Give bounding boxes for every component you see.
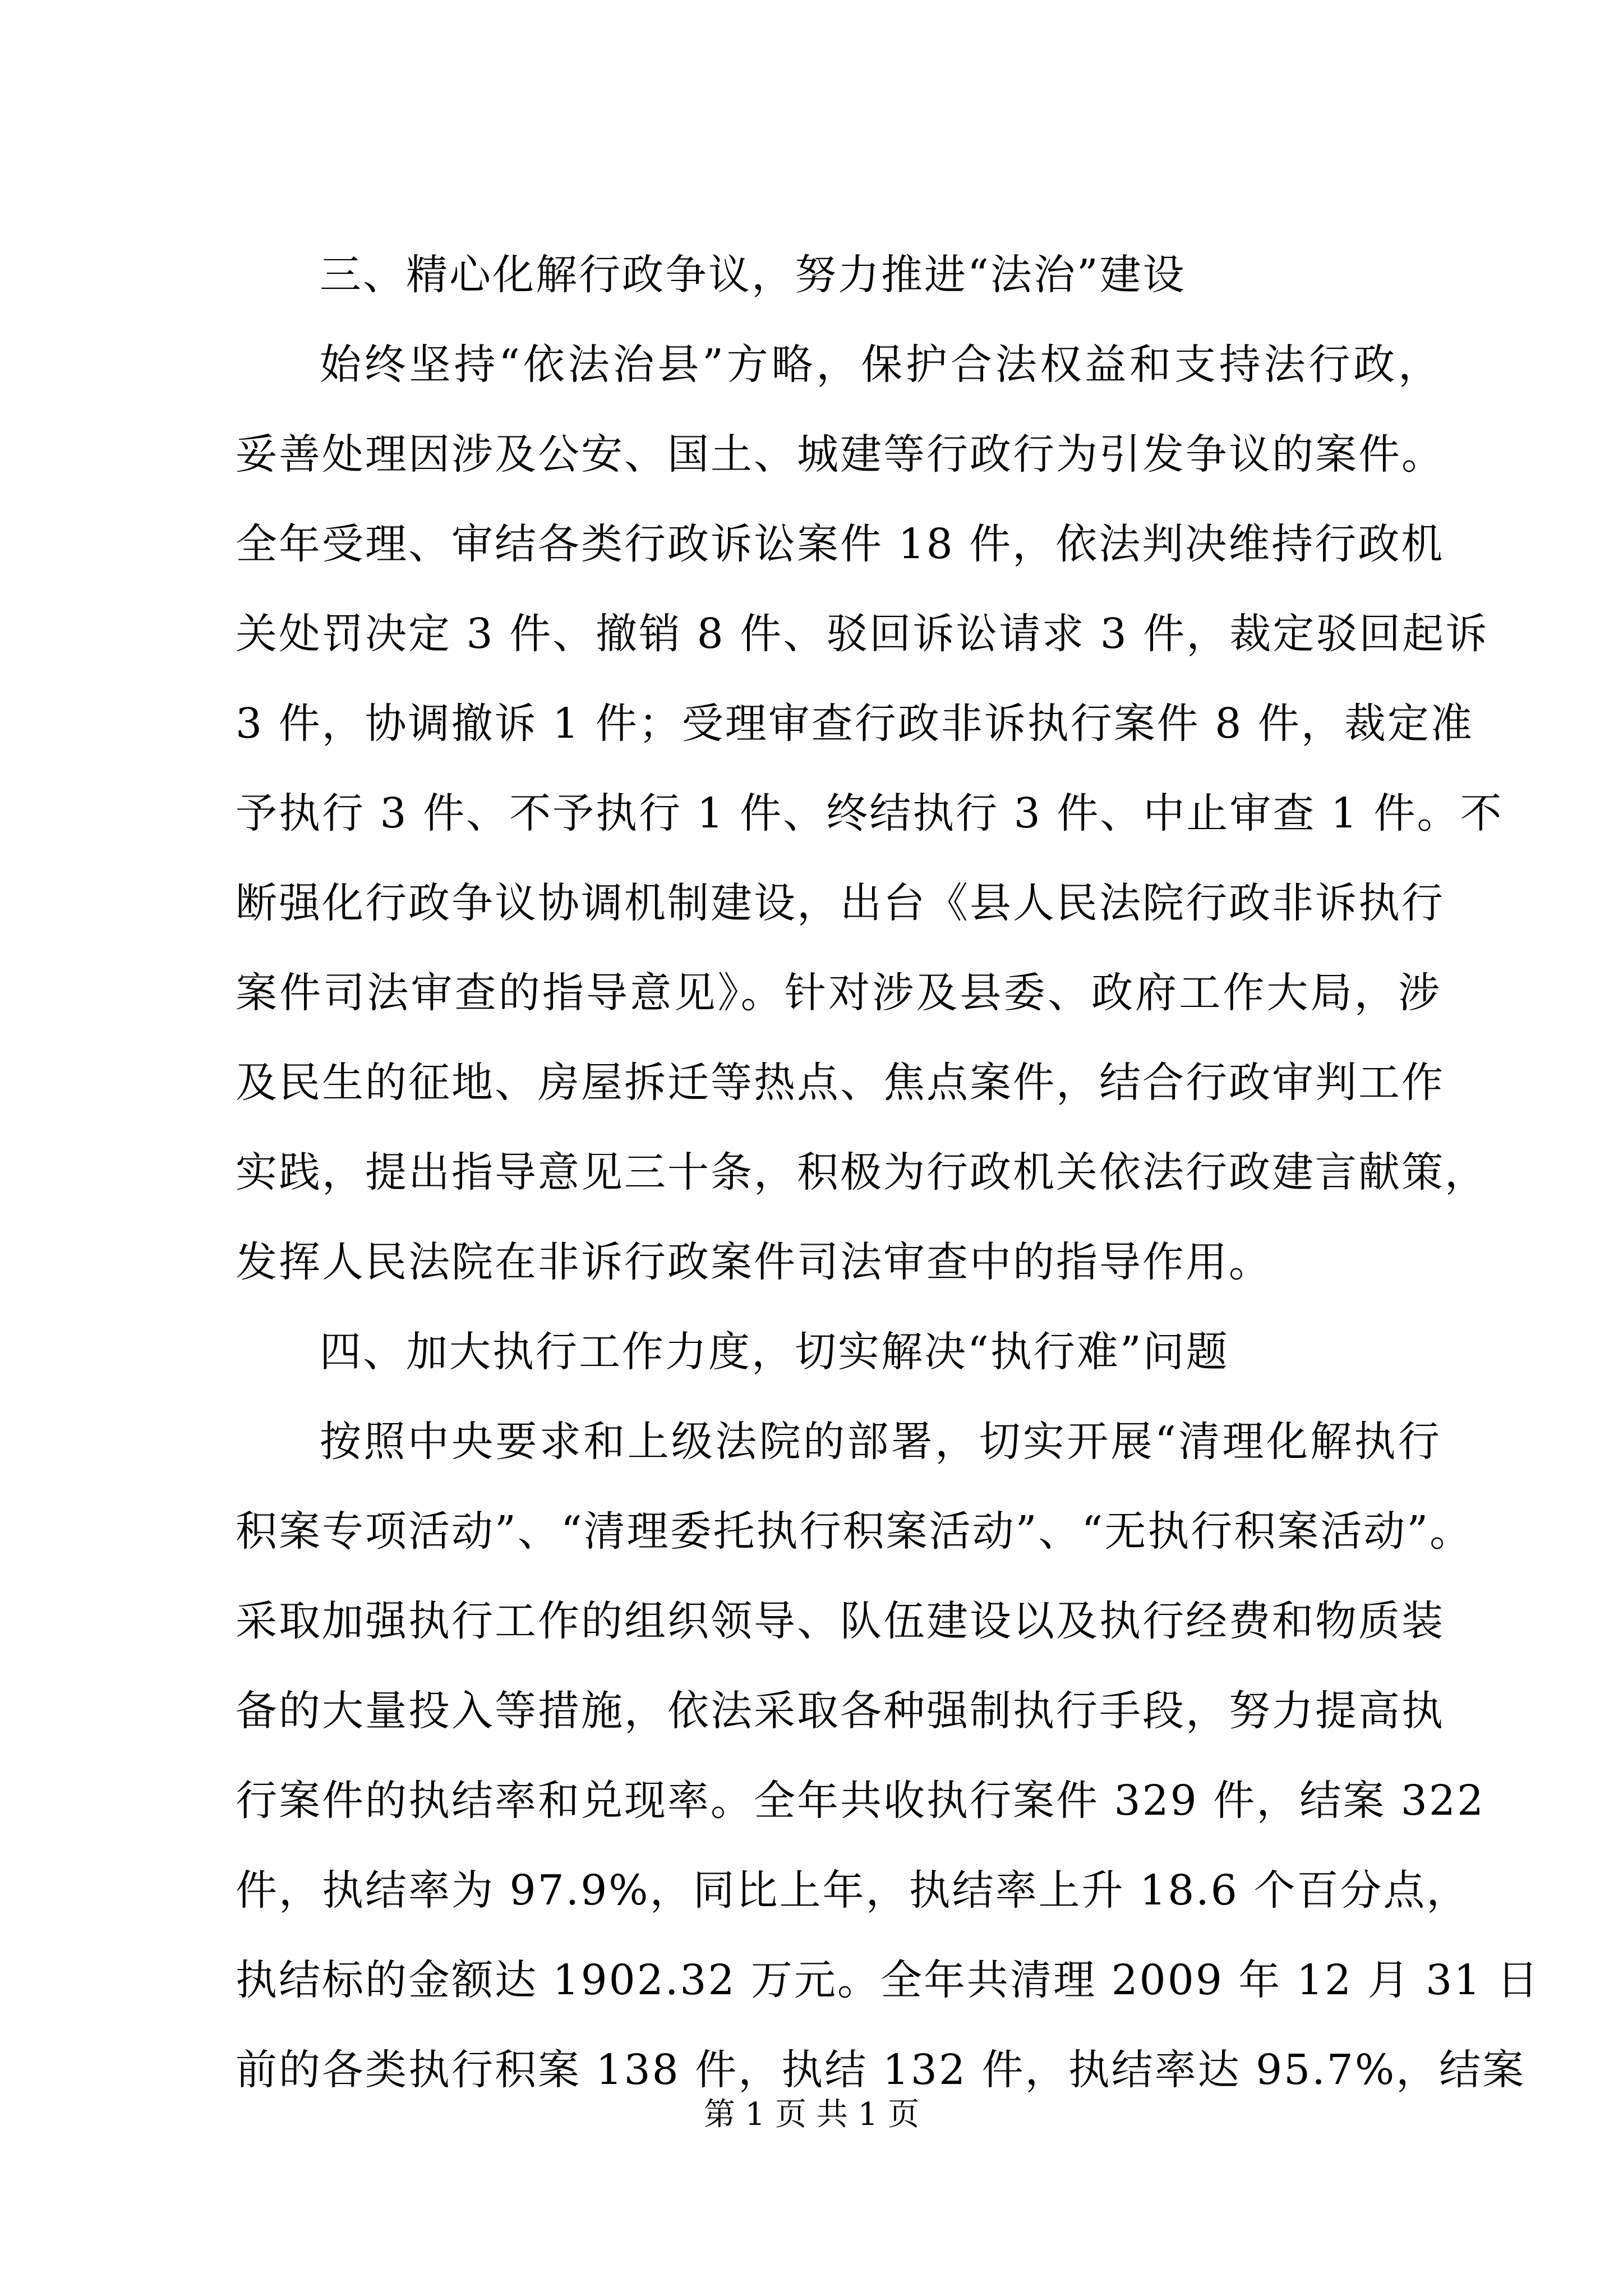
text-line: 3 件，协调撤诉 1 件；受理审查行政非诉执行案件 8 件，裁定准 xyxy=(236,700,1474,748)
text-line: 关处罚决定 3 件、撤销 8 件、驳回诉讼请求 3 件，裁定驳回起诉 xyxy=(236,610,1489,658)
text-line: 妥善处理因涉及公安、国土、城建等行政行为引发争议的案件。 xyxy=(236,430,1445,478)
text-line: 执结标的金额达 1902.32 万元。全年共清理 2009 年 12 月 31 日 xyxy=(236,1956,1540,2004)
text-line: 件，执结率为 97.9%，同比上年，执结率上升 18.6 个百分点， xyxy=(236,1866,1470,1915)
text-line: 按照中央要求和上级法院的部署，切实开展“清理化解执行 xyxy=(320,1418,1441,1466)
text-line: 行案件的执结率和兑现率。全年共收执行案件 329 件，结案 322 xyxy=(236,1777,1486,1825)
text-line: 前的各类执行积案 138 件，执结 132 件，执结率达 95.7%，结案 xyxy=(236,2046,1526,2094)
text-line: 案件司法审查的指导意见》。针对涉及县委、政府工作大局，涉 xyxy=(236,969,1441,1017)
page-footer: 第 1 页 共 1 页 xyxy=(703,2096,920,2133)
text-line: 发挥人民法院在非诉行政案件司法审查中的指导作用。 xyxy=(236,1238,1272,1286)
text-line: 全年受理、审结各类行政诉讼案件 18 件，依法判决维持行政机 xyxy=(236,520,1445,568)
text-line: 四、加大执行工作力度，切实解决“执行难”问题 xyxy=(320,1328,1229,1376)
text-line: 始终坚持“依法治县”方略，保护合法权益和支持法行政， xyxy=(320,341,1441,389)
text-line: 予执行 3 件、不予执行 1 件、终结执行 3 件、中止审查 1 件。不 xyxy=(236,789,1504,838)
document-body xyxy=(236,230,1540,2115)
text-line: 实践，提出指导意见三十条，积极为行政机关依法行政建言献策， xyxy=(236,1148,1488,1197)
text-line: 积案专项活动”、“清理委托执行积案活动”、“无执行积案活动”。 xyxy=(236,1507,1473,1556)
text-line: 三、精心化解行政争议，努力推进“法治”建设 xyxy=(320,251,1186,299)
text-line: 断强化行政争议协调机制建设，出台《县人民法院行政非诉执行 xyxy=(236,879,1445,927)
text-line: 及民生的征地、房屋拆迁等热点、焦点案件，结合行政审判工作 xyxy=(236,1059,1445,1107)
text-line: 采取加强执行工作的组织领导、队伍建设以及执行经费和物质装 xyxy=(236,1597,1445,1645)
text-line: 备的大量投入等措施，依法采取各种强制执行手段，努力提高执 xyxy=(236,1687,1445,1735)
